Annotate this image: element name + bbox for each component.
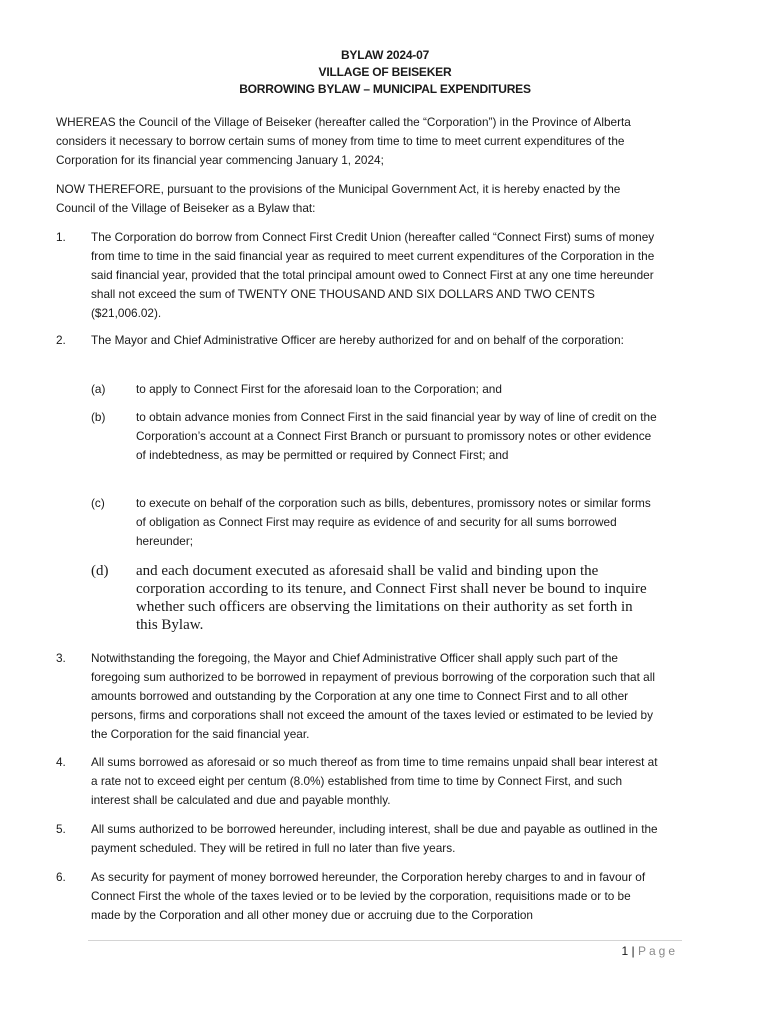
subitem-label: (c) <box>91 496 105 510</box>
section-text: The Mayor and Chief Administrative Officer are hereby authorized for and on behalf of the corporation: <box>91 333 624 347</box>
section-text: Notwithstanding the foregoing, the Mayor and Chief Administrative Officer shall apply such part of the foregoing sum authorized to be borrowed in repayment of previous borrowing of the corporation such that all amounts borrowed and outstanding by the Corporation at any one time to Connect First and to all other persons, firms and corporations shall not exceed the amount of the taxes levied or estimated to be levied by the Corporation for the said financial year. <box>91 651 655 741</box>
footer-separator: | <box>631 944 635 958</box>
municipality-name: VILLAGE OF BEISEKER <box>318 65 452 79</box>
section-number: 5. <box>56 822 66 836</box>
subitem-text: to execute on behalf of the corporation such as bills, debentures, promissory notes or similar forms of obligation as Connect First may require as evidence of and security for all sums borrowed hereunder; <box>136 496 651 548</box>
section-text: All sums borrowed as aforesaid or so much thereof as from time to time remains unpaid shall bear interest at a rate not to exceed eight per centum (8.0%) established from time to time by Connect First, and such interest shall be calculated and due and payable monthly. <box>91 755 658 807</box>
section-text: As security for payment of money borrowed hereunder, the Corporation hereby charges to and in favour of Connect First the whole of the taxes levied or to be levied by the corporation, requisitions made or to be made by the Corporation and all other money due or accruing due to the Corporation <box>91 870 646 922</box>
section-number: 3. <box>56 651 66 665</box>
bylaw-number: BYLAW 2024-07 <box>340 48 430 62</box>
section-number: 2. <box>56 333 66 347</box>
section-number: 6. <box>56 870 66 884</box>
enactment-paragraph: NOW THEREFORE, pursuant to the provisions of the Municipal Government Act, it is hereby enacted by the Council of the Village of Beiseker as a Bylaw that: <box>56 182 621 215</box>
subitem-text: to obtain advance monies from Connect First in the said financial year by way of line of credit on the Corporation’s account at a Connect First Branch or pursuant to promissory notes or other evidence of indebtedness, as may be permitted or required by Connect First; and <box>136 410 657 462</box>
subitem-label: (d) <box>91 563 109 579</box>
page-number: 1 <box>621 944 629 958</box>
subitem-text: and each document executed as aforesaid shall be valid and binding upon the corporation according to its tenure, and Connect First shall never be bound to inquire whether such officers are observing the limitations on their authority as set forth in this Bylaw. <box>136 563 647 633</box>
section-text: The Corporation do borrow from Connect First Credit Union (hereafter called “Connect First) sums of money from time to time in the said financial year as required to meet current expenditures of the Corporation in the said financial year, provided that the total principal amount owed to Connect First at any one time hereunder shall not exceed the sum of TWENTY ONE THOUSAND AND SIX DOLLARS AND TWO CENTS ($21,006.02). <box>91 230 655 320</box>
section-text: All sums authorized to be borrowed hereunder, including interest, shall be due and payable as outlined in the payment scheduled. They will be retired in full no later than five years. <box>91 822 658 855</box>
footer-divider <box>88 940 682 941</box>
section-number: 1. <box>56 230 66 244</box>
subitem-text: to apply to Connect First for the aforesaid loan to the Corporation; and <box>136 382 502 396</box>
page-word: Page <box>637 944 678 958</box>
subitem-label: (b) <box>91 410 106 424</box>
whereas-paragraph: WHEREAS the Council of the Village of Beiseker (hereafter called the “Corporation”) in the Province of Alberta considers it necessary to borrow certain sums of money from time to time to meet current expenditures of the Corporation for its financial year commencing January 1, 2024; <box>56 115 631 167</box>
document-title <box>0 47 770 98</box>
page-footer <box>621 943 678 959</box>
section-number: 4. <box>56 755 66 769</box>
bylaw-subject: BORROWING BYLAW – MUNICIPAL EXPENDITURES <box>239 82 531 96</box>
subitem-label: (a) <box>91 382 106 396</box>
